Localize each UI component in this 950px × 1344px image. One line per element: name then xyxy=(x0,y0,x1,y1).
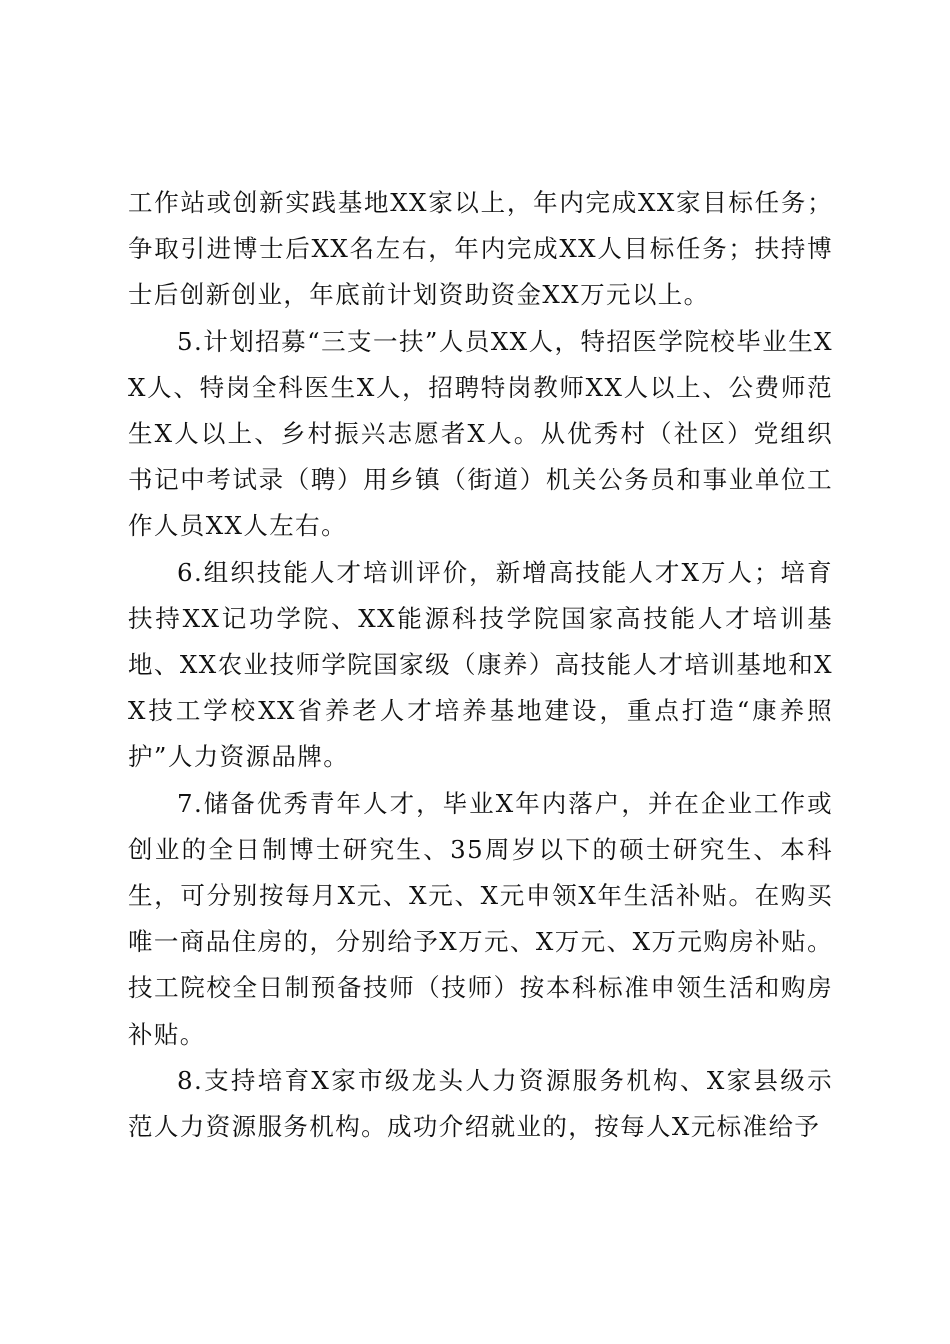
paragraph-item-6: 6.组织技能人才培训评价，新增高技能人才X万人；培育扶持XX记功学院、XX能源科技学院国家高技能人才培训基地、XX农业技师学院国家级（康养）高技能人才培训基地和XX技工学校XX省养老人才培养基地建设，重点打造“康养照护”人力资源品牌。 xyxy=(128,557,833,772)
paragraph-item-7: 7.储备优秀青年人才，毕业X年内落户，并在企业工作或创业的全日制博士研究生、35周岁以下的硕士研究生、本科生，可分别按每月X元、X元、X元申领X年生活补贴。在购买唯一商品住房的，分别给予X万元、X万元、X万元购房补贴。技工院校全日制预备技师（技师）按本科标准申领生活和购房补贴。 xyxy=(128,788,833,1049)
paragraph-item-8: 8.支持培育X家市级龙头人力资源服务机构、X家县级示范人力资源服务机构。成功介绍就业的，按每人X元标准给予 xyxy=(128,1065,833,1142)
paragraph-continuation: 工作站或创新实践基地XX家以上，年内完成XX家目标任务；争取引进博士后XX名左右，年内完成XX人目标任务；扶持博士后创新创业，年底前计划资助资金XX万元以上。 xyxy=(128,188,833,310)
paragraph-item-5: 5.计划招募“三支一扶”人员XX人，特招医学院校毕业生XX人、特岗全科医生X人，招聘特岗教师XX人以上、公费师范生X人以上、乡村振兴志愿者X人。从优秀村（社区）党组织书记中考试录（聘）用乡镇（街道）机关公务员和事业单位工作人员XX人左右。 xyxy=(128,326,833,541)
document-body xyxy=(128,180,833,1150)
